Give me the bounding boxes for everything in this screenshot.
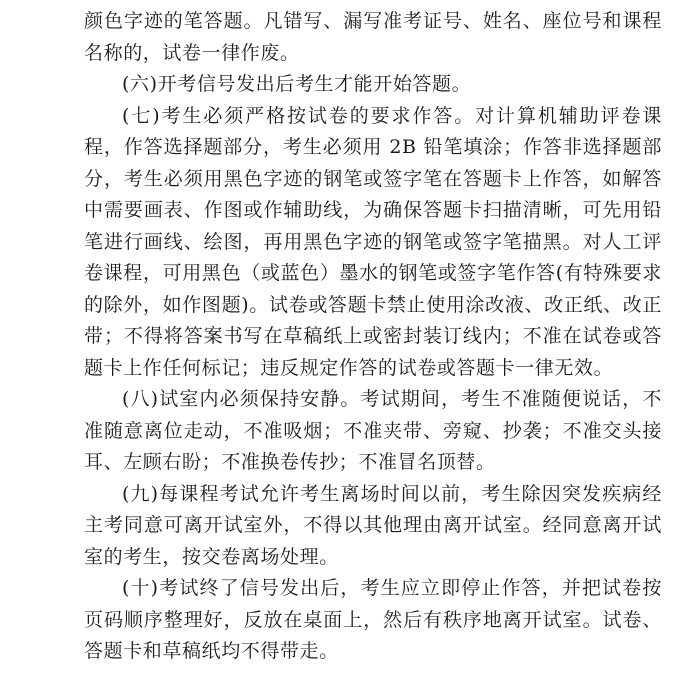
document-page: [0, 6, 696, 685]
paragraph-item-8: (八)试室内必须保持安静。考试期间，考生不准随便说话，不准随意离位走动，不准吸烟；不准夹带、旁窥、抄袭；不准交头接耳、左顾右盼；不准换卷传抄；不准冒名顶替。: [84, 388, 662, 473]
paragraph-item-7: (七)考生必须严格按试卷的要求作答。对计算机辅助评卷课程，作答选择题部分，考生必须用 2B 铅笔填涂；作答非选择题部分，考生必须用黑色字迹的钢笔或签字笔在答题卡上作答，如解答中需要画表、作图或作辅助线，为确保答题卡扫描清晰，可先用铅笔进行画线、绘图，再用黑色字迹的钢笔或签字笔描黑。对人工评卷课程，可用黑色（或蓝色）墨水的钢笔或签字笔作答(有特殊要求的除外，如作图题)。试卷或答题卡禁止使用涂改液、改正纸、改正带；不得将答案书写在草稿纸上或密封装订线内；不准在试卷或答题卡上作任何标记；违反规定作答的试卷或答题卡一律无效。: [84, 104, 662, 379]
paragraph-item-6: (六)开考信号发出后考生才能开始答题。: [122, 73, 472, 95]
paragraph-continuation: 颜色字迹的笔答题。凡错写、漏写准考证号、姓名、座位号和课程名称的，试卷一律作废。: [84, 10, 662, 64]
paragraph-item-10: (十)考试终了信号发出后，考生应立即停止作答，并把试卷按页码顺序整理好，反放在桌面上，然后有秩序地离开试室。试卷、答题卡和草稿纸均不得带走。: [84, 577, 662, 662]
paragraph-item-9: (九)每课程考试允许考生离场时间以前，考生除因突发疾病经主考同意可离开试室外，不得以其他理由离开试室。经同意离开试室的考生，按交卷离场处理。: [84, 482, 662, 568]
